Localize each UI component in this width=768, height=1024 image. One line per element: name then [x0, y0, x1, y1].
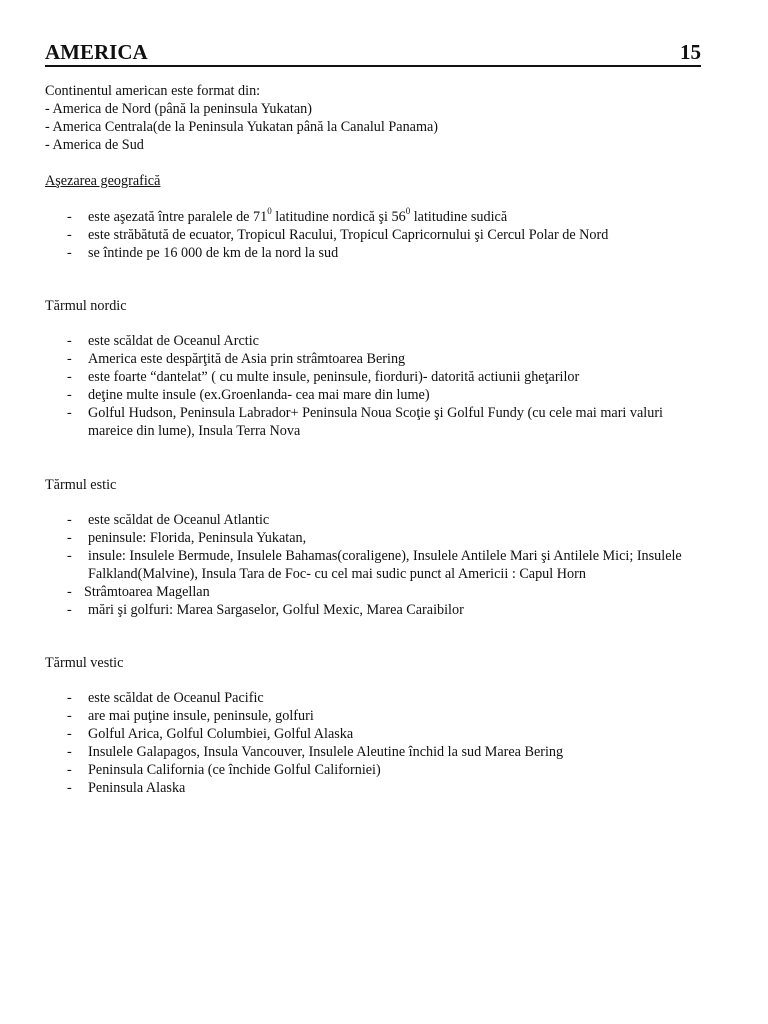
section-title-estic: Tărmul estic	[45, 477, 117, 493]
list-item: - este străbătută de ecuator, Tropicul Racului, Tropicul Capricornului şi Cercul Polar de Nord	[67, 227, 609, 243]
intro-heading: Continentul american este format din:	[45, 83, 261, 99]
list-item: - Peninsula Alaska	[67, 780, 186, 796]
section-title-asezare: Aşezarea geografică	[45, 173, 161, 189]
list-item: - este foarte “dantelat” ( cu multe insule, peninsule, fiorduri)- datorită actiunii gheţarilor	[67, 369, 580, 385]
list-item: - Insulele Galapagos, Insula Vancouver, Insulele Aleutine închid la sud Marea Bering	[67, 744, 564, 760]
list-nordic	[45, 332, 701, 440]
page-number: 15	[680, 40, 701, 64]
list-item: - Golful Arica, Golful Columbiei, Golful Alaska	[67, 726, 354, 742]
list-item: - insule: Insulele Bermude, Insulele Bahamas(coraligene), Insulele Antilele Mari şi Antilele Mici; Insulele Falkland(Malvine), Insula Tara de Foc- cu cel mai sudic punct al Americii : Capul Horn	[67, 548, 682, 582]
list-item: - are mai puţine insule, peninsule, golfuri	[67, 708, 314, 724]
list-item: - este scăldat de Oceanul Atlantic	[67, 512, 270, 528]
list-item: - este scăldat de Oceanul Pacific	[67, 690, 264, 706]
list-item: - este aşezată între paralele de $71^0$ latitudine nordică şi $56^0$ latitudine sudică	[67, 206, 508, 225]
list-asezare	[45, 208, 701, 262]
list-item: - se întinde pe 16 000 de km de la nord la sud	[67, 245, 339, 261]
list-item: - deţine multe insule (ex.Groenlanda- cea mai mare din lume)	[67, 387, 430, 403]
section-title-nordic: Tărmul nordic	[45, 298, 127, 314]
list-item: - Strâmtoarea Magellan	[67, 584, 210, 600]
list-item: - este scăldat de Oceanul Arctic	[67, 333, 259, 349]
section-title-vestic: Tărmul vestic	[45, 655, 124, 671]
list-vestic	[45, 689, 701, 797]
list-item: - Peninsula California (ce închide Golful Californiei)	[67, 762, 381, 778]
list-item: - peninsule: Florida, Peninsula Yukatan,	[67, 530, 307, 546]
list-item: - Golful Hudson, Peninsula Labrador+ Peninsula Noua Scoţie şi Golful Fundy (cu cele mai mari valuri mareice din lume), Insula Terra Nova	[67, 405, 663, 439]
page-title: AMERICA	[45, 40, 148, 64]
list-item: - mări şi golfuri: Marea Sargaselor, Golful Mexic, Marea Caraibilor	[67, 602, 464, 618]
list-estic	[45, 511, 701, 619]
list-item: - America este despărţită de Asia prin strâmtoarea Bering	[67, 351, 406, 367]
intro-line: - America de Sud	[45, 137, 144, 153]
intro-line: - America de Nord (până la peninsula Yukatan)	[45, 101, 312, 117]
page-header	[45, 39, 701, 67]
intro-line: - America Centrala(de la Peninsula Yukatan până la Canalul Panama)	[45, 119, 439, 135]
